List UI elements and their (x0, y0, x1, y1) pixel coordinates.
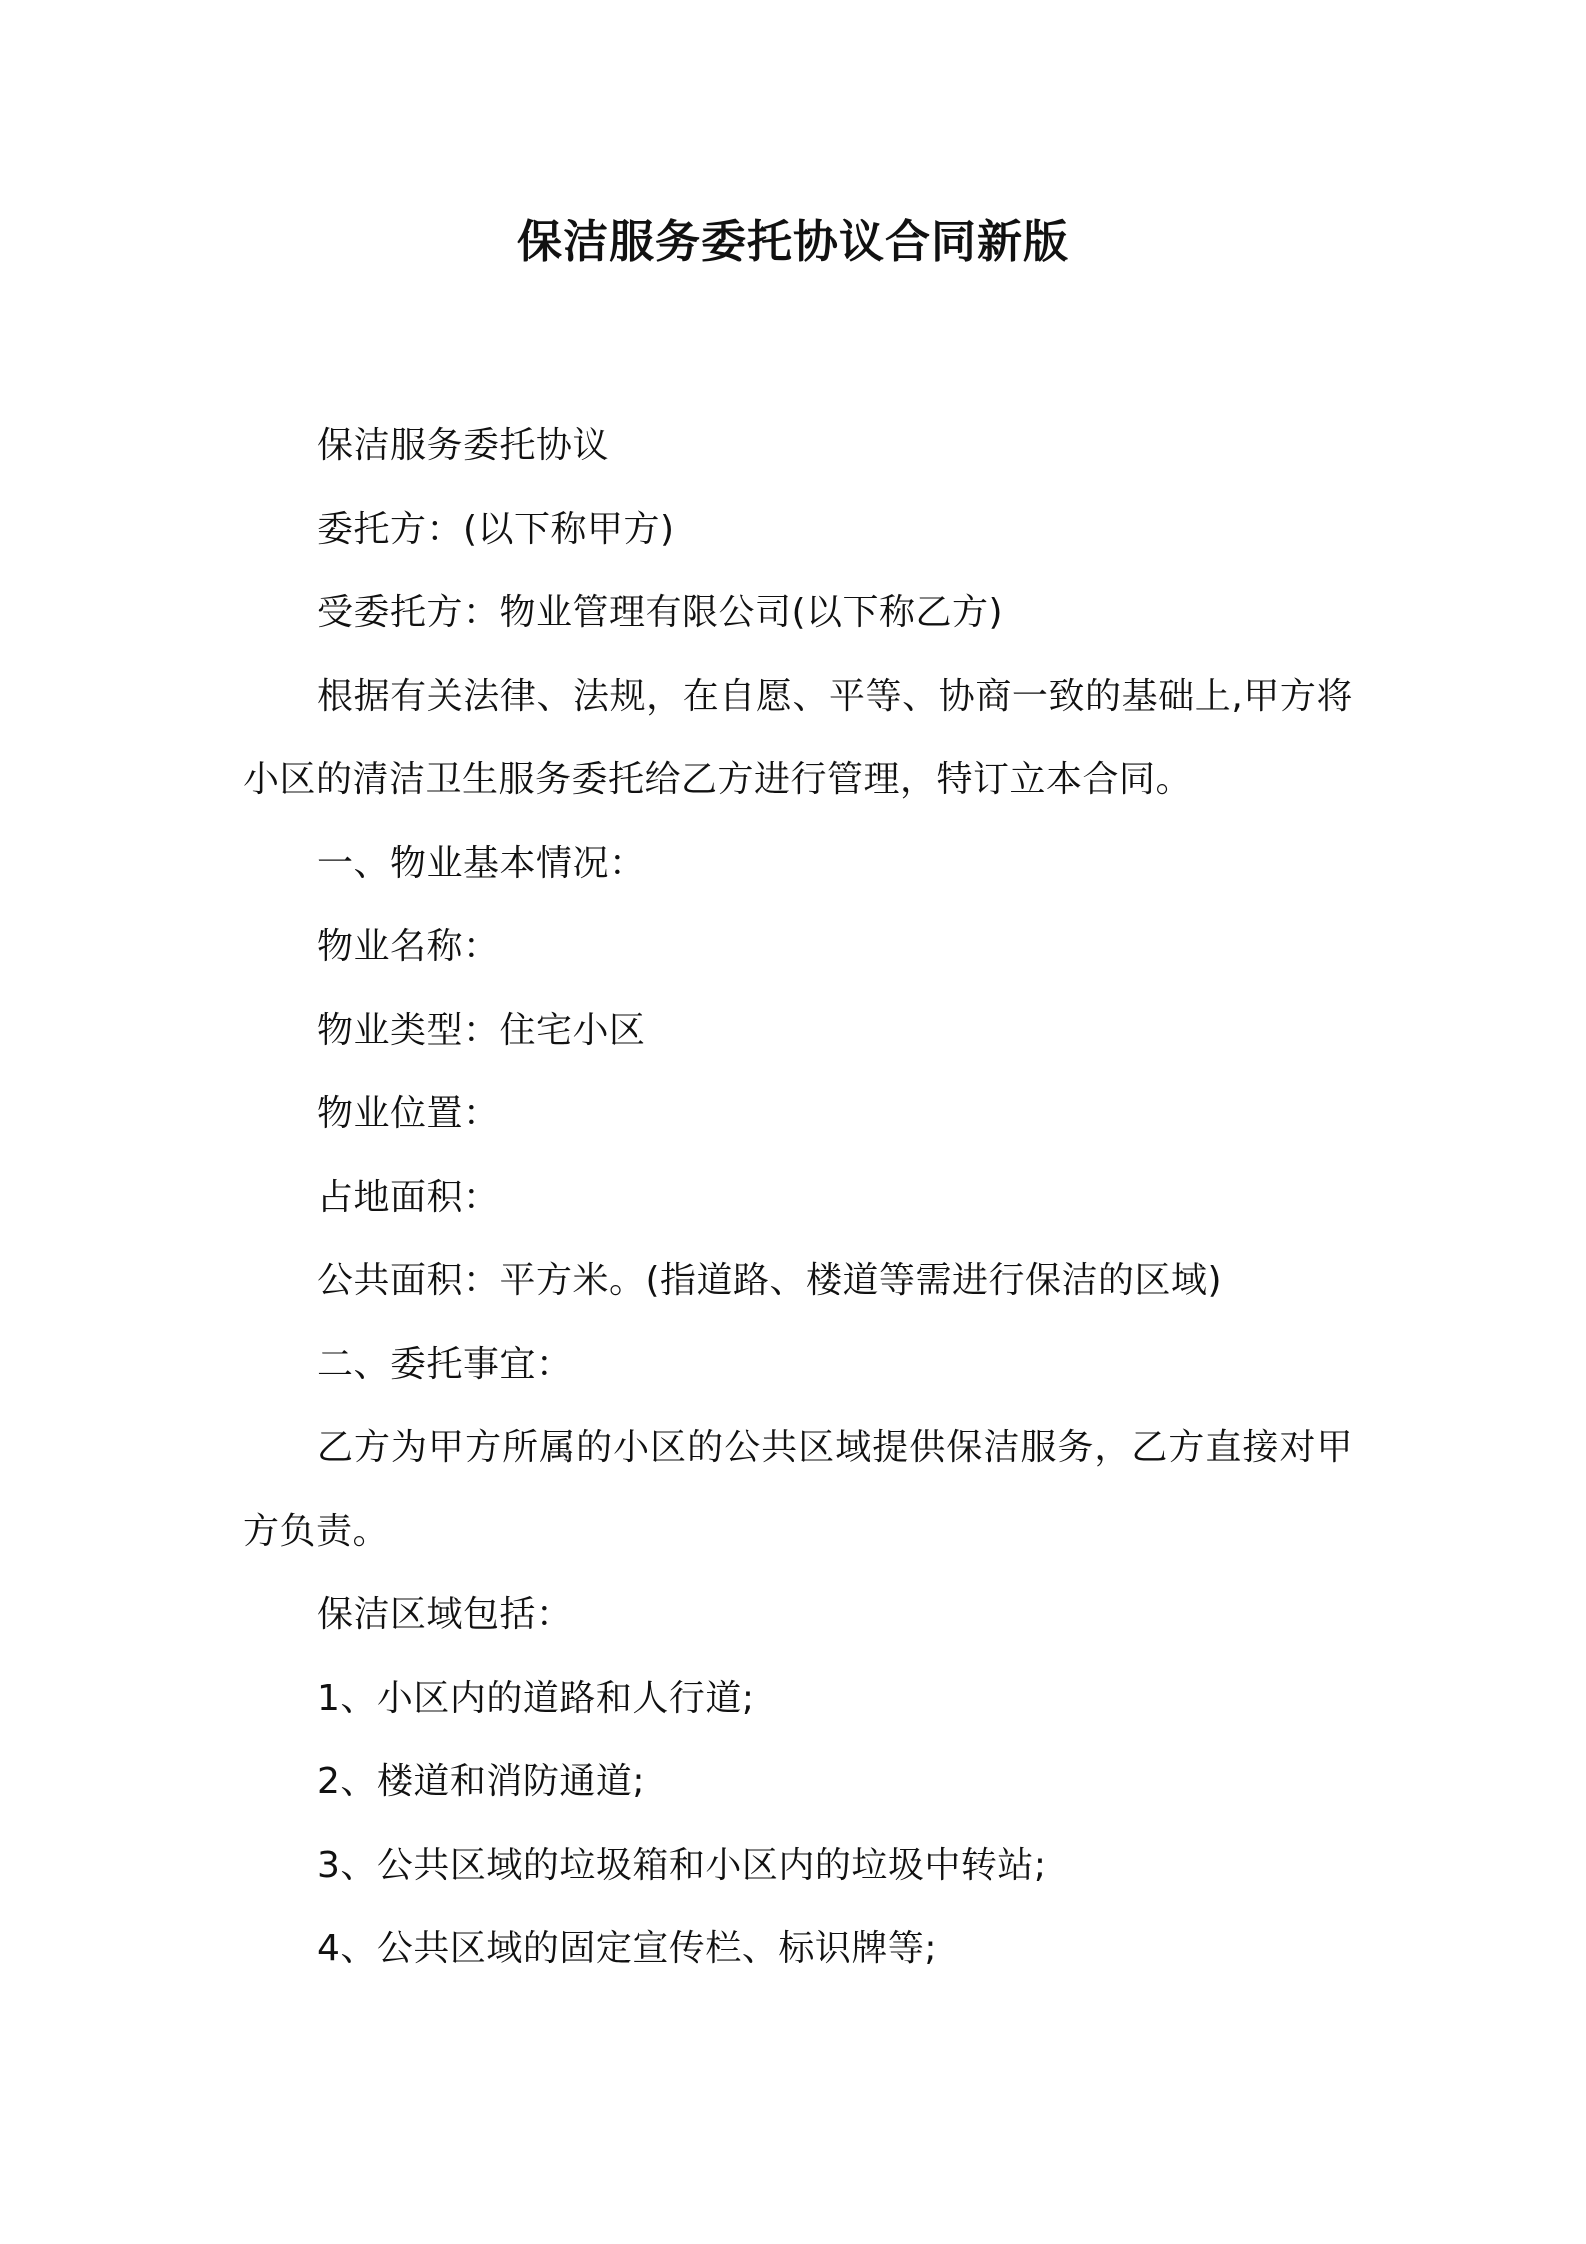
document-body (243, 404, 1353, 1991)
list-item-signage: 4、公共区域的固定宣传栏、标识牌等; (317, 1928, 938, 1969)
paragraph-agent: 受委托方：物业管理有限公司(以下称乙方) (317, 592, 1004, 633)
list-item-stairwells: 2、楼道和消防通道; (317, 1761, 646, 1802)
field-land-area: 占地面积： (317, 1176, 500, 1218)
document-title: 保洁服务委托协议合同新版 (516, 215, 1069, 268)
list-item-garbage: 3、公共区域的垃圾箱和小区内的垃圾中转站; (317, 1844, 1047, 1886)
list-item-roads: 1、小区内的道路和人行道; (317, 1677, 755, 1719)
paragraph-principal: 委托方：(以下称甲方) (317, 508, 675, 550)
section-heading-property-info: 一、物业基本情况： (317, 842, 646, 884)
section-heading-entrusted-matters: 二、委托事宜： (317, 1343, 573, 1385)
field-property-type: 物业类型：住宅小区 (317, 1009, 646, 1051)
field-public-area: 公共面积：平方米。(指道路、楼道等需进行保洁的区域) (317, 1260, 1223, 1301)
paragraph-service-scope: 乙方为甲方所属的小区的公共区域提供保洁服务，乙方直接对甲方负责。 (243, 1427, 1353, 1552)
paragraph-cleaning-areas-intro: 保洁区域包括： (317, 1594, 573, 1635)
field-property-location: 物业位置： (317, 1093, 500, 1134)
field-property-name: 物业名称： (317, 926, 500, 967)
paragraph-agreement-name: 保洁服务委托协议 (317, 425, 610, 466)
paragraph-preamble: 根据有关法律、法规，在自愿、平等、协商一致的基础上,甲方将小区的清洁卫生服务委托给乙方进行管理，特订立本合同。 (243, 675, 1353, 800)
